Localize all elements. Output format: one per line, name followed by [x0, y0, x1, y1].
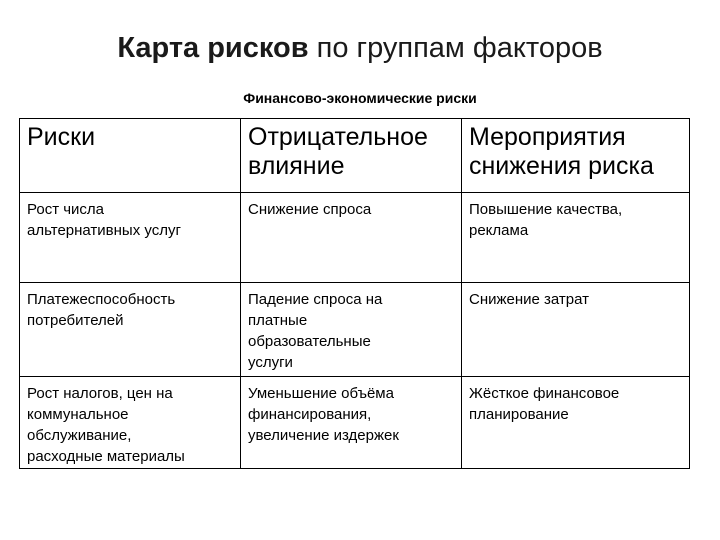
- measures-cell: [462, 283, 690, 377]
- header-risks-label: Риски: [27, 123, 96, 151]
- table-row: [20, 193, 690, 283]
- slide-title: [0, 32, 720, 65]
- risk-cell: [20, 193, 241, 283]
- measures-text: Повышение качества, реклама: [469, 201, 623, 239]
- risk-cell: [20, 283, 241, 377]
- impact-text: Снижение спроса: [248, 201, 372, 218]
- slide-title-bold: Карта рисков: [117, 32, 309, 64]
- impact-cell: [241, 377, 462, 469]
- measures-text: Снижение затрат: [469, 291, 590, 308]
- impact-text: Уменьшение объёма финансирования, увеличение издержек: [248, 385, 399, 444]
- risk-map-table: [19, 118, 690, 469]
- header-negative-impact: [241, 119, 462, 193]
- slide-subtitle: Финансово-экономические риски: [243, 90, 477, 106]
- impact-cell: [241, 193, 462, 283]
- risk-text: Рост налогов, цен на коммунальное обслуживание, расходные материалы: [27, 385, 185, 465]
- impact-cell: [241, 283, 462, 377]
- risk-cell: [20, 377, 241, 469]
- risk-text: Платежеспособность потребителей: [27, 291, 176, 329]
- slide-title-rest: по группам факторов: [308, 32, 603, 64]
- header-mitigation-measures-label: Мероприятия снижения риска: [469, 123, 654, 180]
- impact-text: Падение спроса на платные образовательные услуги: [248, 291, 383, 371]
- header-mitigation-measures: [462, 119, 690, 193]
- table-header-row: [20, 119, 690, 193]
- risk-text: Рост числа альтернативных услуг: [27, 201, 181, 239]
- measures-text: Жёсткое финансовое планирование: [469, 385, 620, 423]
- header-negative-impact-label: Отрицательное влияние: [248, 123, 428, 180]
- table-row: [20, 283, 690, 377]
- table-row: [20, 377, 690, 469]
- measures-cell: [462, 193, 690, 283]
- measures-cell: [462, 377, 690, 469]
- header-risks: [20, 119, 241, 193]
